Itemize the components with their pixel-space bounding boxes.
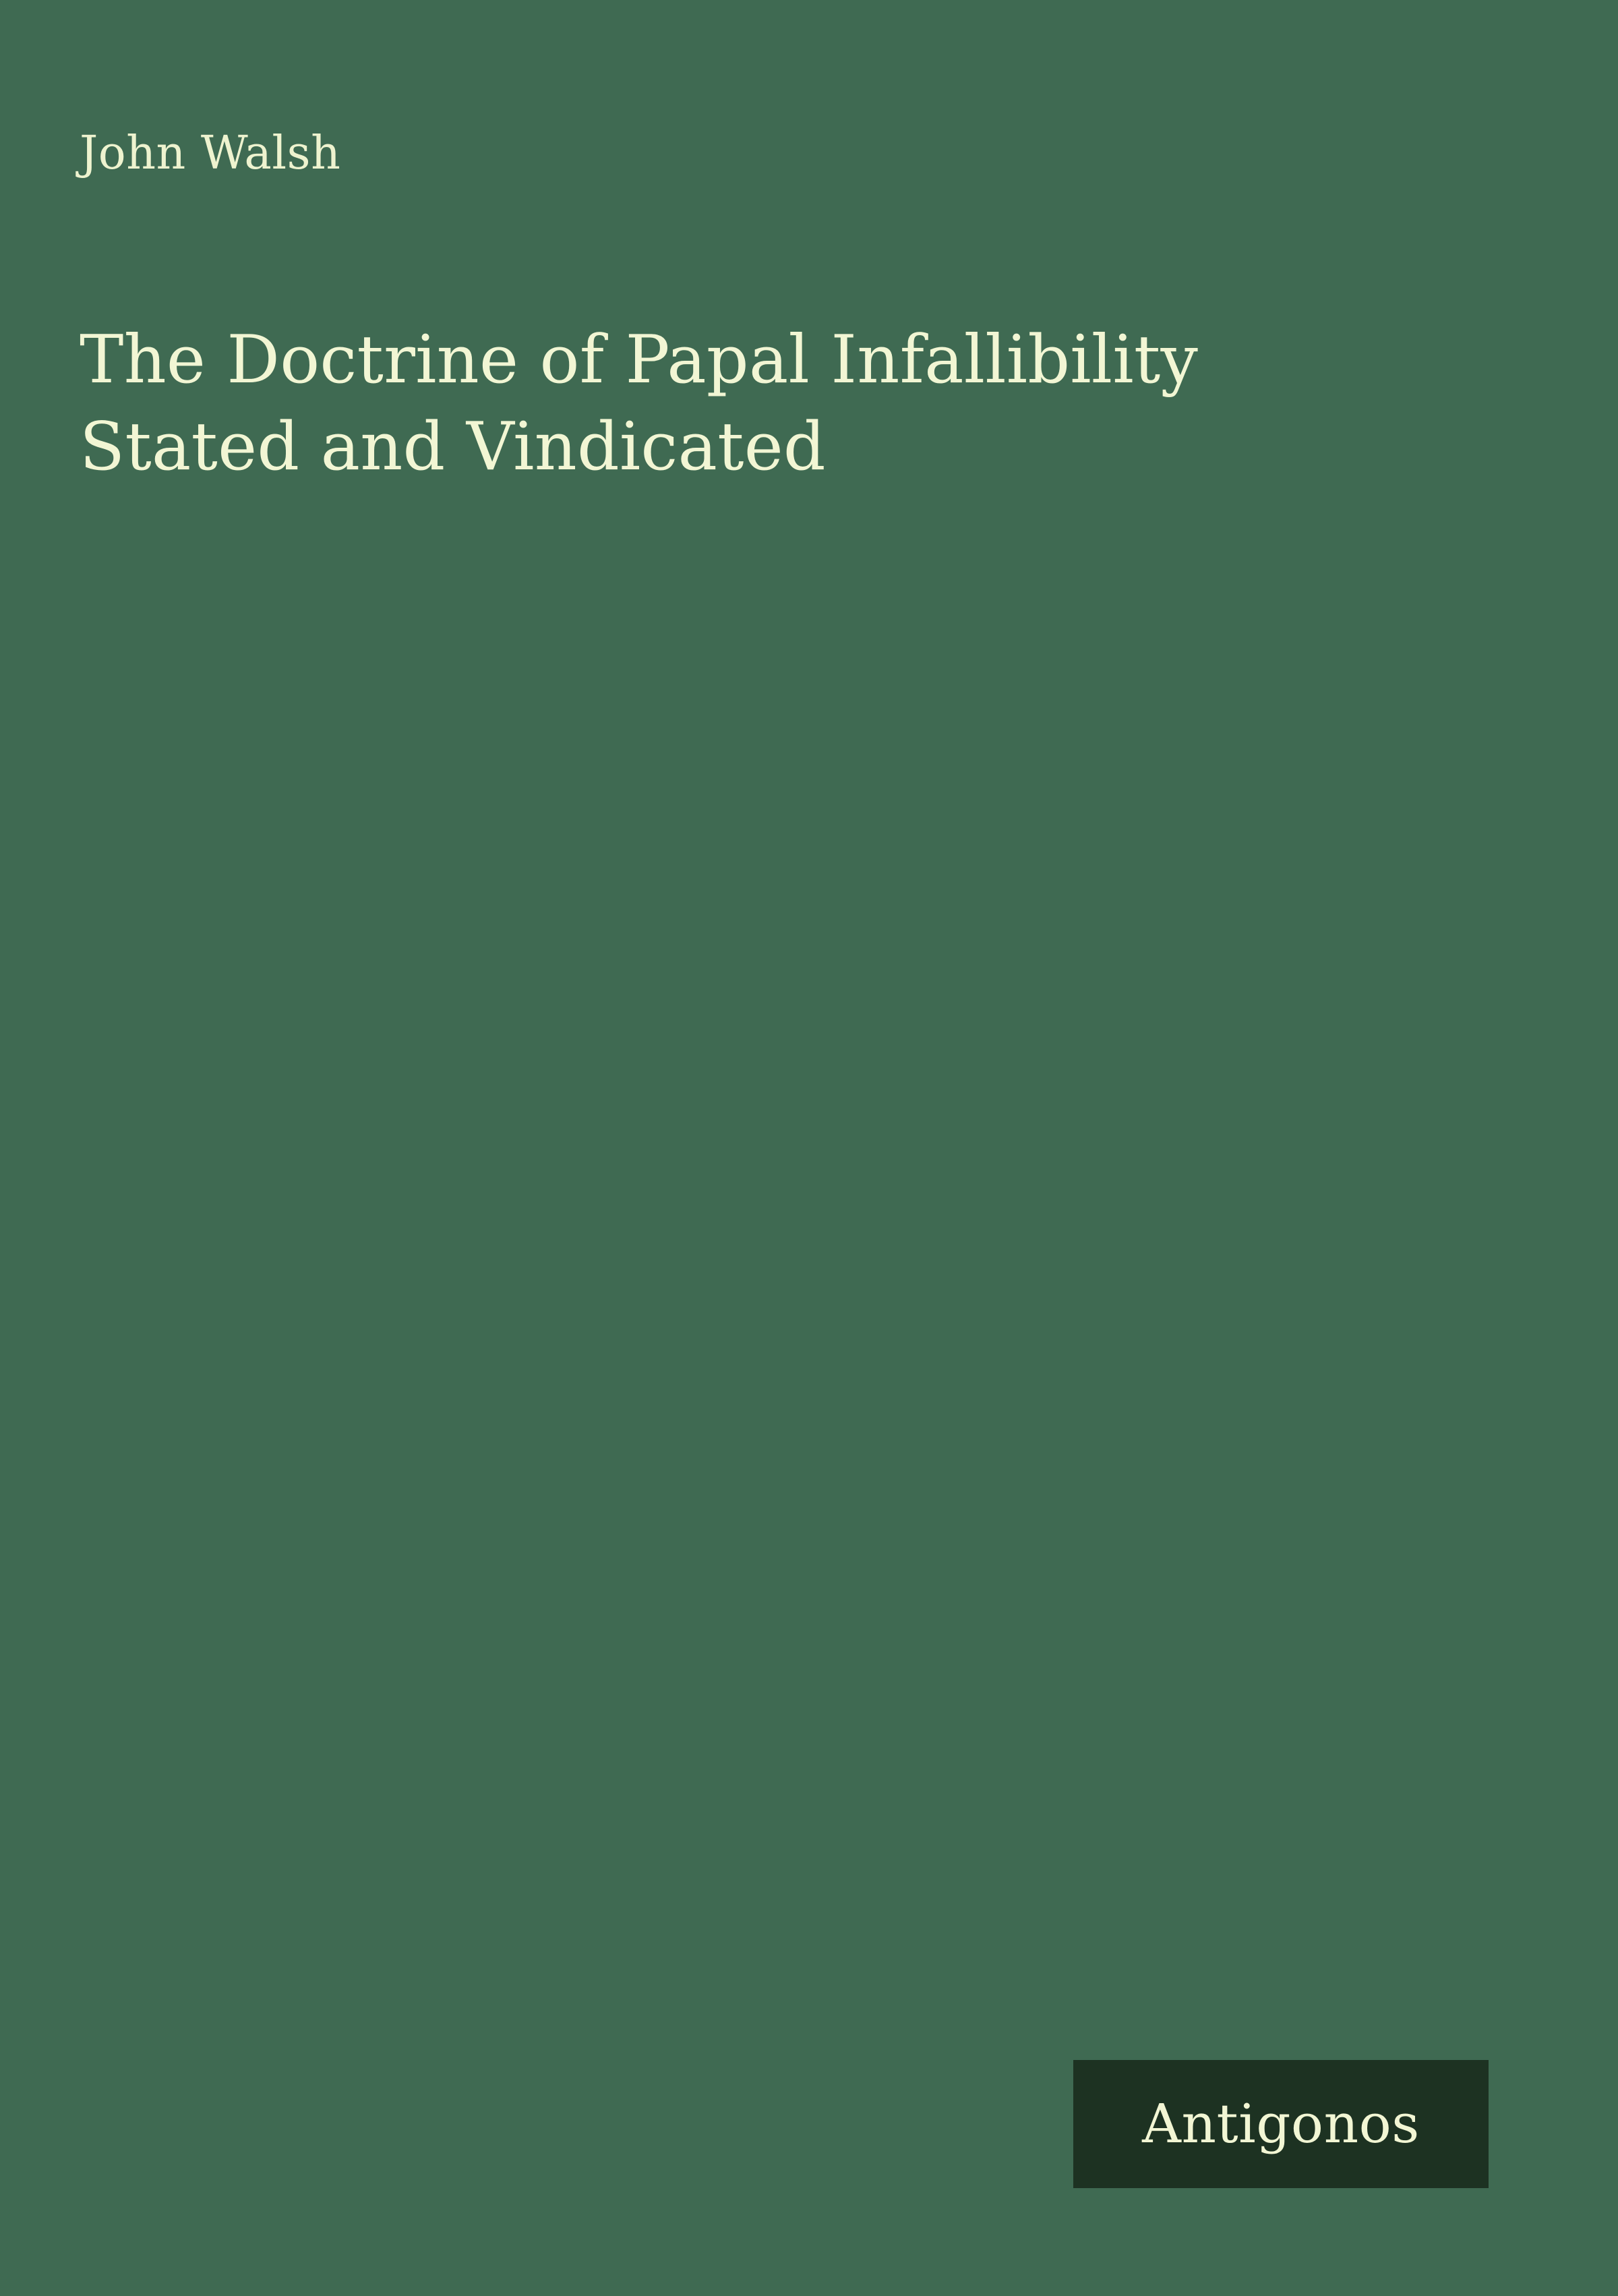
publisher-badge bbox=[1073, 2060, 1489, 2188]
publisher-name: Antigonos bbox=[1142, 2092, 1420, 2155]
author-name: John Walsh bbox=[80, 127, 341, 180]
book-title: The Doctrine of Papal Infallibility Stated and Vindicated bbox=[80, 322, 1199, 486]
